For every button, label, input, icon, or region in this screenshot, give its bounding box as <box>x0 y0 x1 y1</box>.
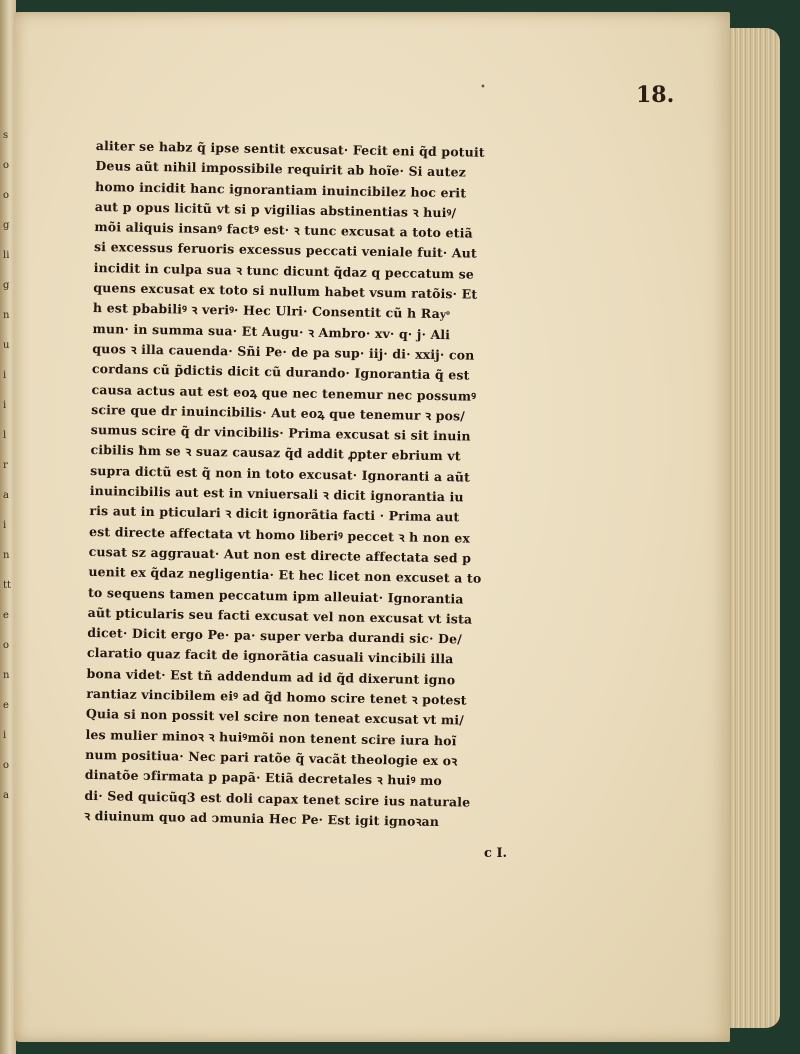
facing-page-glyph: g <box>3 280 10 291</box>
facing-page-glyph: i <box>3 730 7 741</box>
text-line: ris aut in pticulari ꝛ dicit ignorãtia facti · Prima aut <box>89 503 460 525</box>
text-line: uenit ex q̃daz negligentia· Et hec licet non excuset a to <box>88 564 482 587</box>
text-line: aũt pticularis seu facti excusat vel non excusat vt ista <box>87 604 473 627</box>
signature-mark: c I. <box>484 846 508 861</box>
top-mark: • <box>480 82 486 93</box>
text-line: mun· in summa sua· Et Augu· ꝛ Ambro· xv· q· j· Ali <box>92 320 451 342</box>
facing-page-glyph: tt <box>3 580 12 591</box>
text-line: h est pbabiliꝰ ꝛ veriꝰ· Hec Ulri· Consentit cũ h Rayͦ <box>92 300 451 322</box>
text-line: cibilis ħm se ꝛ suaz causaz q̃d addit ꝓpter ebrium vt <box>90 442 461 464</box>
facing-page-glyph: e <box>3 610 9 621</box>
text-line: inuincibilis aut est in vniuersali ꝛ dicit ignorantia iu <box>89 482 464 505</box>
text-line: mõi aliquis insanꝰ factꝰ est· ꝛ tunc excusat a toto etiã <box>94 219 473 241</box>
text-line: di· Sed quicũq3 est doli capax tenet scire ius naturale <box>84 787 471 810</box>
text-line: rantiaz vincibilem eiꝰ ad q̃d homo scire tenet ꝛ potest <box>86 685 467 708</box>
text-line: quens excusat ex toto si nullum habet vsum ratõis· Et <box>93 280 478 302</box>
text-line: ꝛ diuinum quo ad ↄmunia Hec Pe· Est igit ignoꝛan <box>84 807 440 829</box>
facing-page-glyph: e <box>3 700 9 711</box>
facing-page-glyph: s <box>3 130 9 141</box>
text-line: dicet· Dicit ergo Pe· pa· super verba durandi sic· De/ <box>87 625 463 647</box>
facing-page-glyph: n <box>3 670 10 681</box>
facing-page-glyph: a <box>3 490 9 501</box>
text-line: quos ꝛ illa cauenda· Sñi Pe· de pa sup· iij· di· xxij· con <box>92 340 475 363</box>
text-line: sumus scire q̃ dr vincibilis· Prima excusat si sit inuin <box>90 422 471 444</box>
facing-page-glyph: o <box>3 640 10 651</box>
facing-page-glyph: u <box>3 340 10 351</box>
text-line: homo incidit hanc ignorantiam inuincibilez hoc erit <box>94 178 467 201</box>
text-line: num positiua· Nec pari ratõe q̃ vacãt theologie ex oꝛ <box>85 746 458 769</box>
text-line: aliter se habz q̃ ipse sentit excusat· Fecit eni q̃d potuit <box>95 137 485 160</box>
facing-page-glyph: r <box>3 460 8 471</box>
text-line: scire que dr inuincibilis· Aut eoꝝ que tenemur ꝛ pos/ <box>91 401 466 424</box>
text-line: to sequens tamen peccatum ipm alleuiat· Ignorantia <box>87 584 464 607</box>
facing-page-glyph: i <box>3 520 7 531</box>
folio-number: 18. <box>636 82 675 108</box>
text-line: cusat sz aggrauat· Aut non est directe affectata sed p <box>88 543 472 566</box>
facing-page-glyph: o <box>3 760 10 771</box>
text-line: si excessus feruoris excessus peccati veniale fuit· Aut <box>93 239 477 262</box>
text-line: aut p opus licitũ vt si p vigilias abstinentias ꝛ huiꝰ/ <box>94 198 457 221</box>
facing-page-glyph: li <box>3 250 10 261</box>
facing-page-glyph: o <box>3 160 10 171</box>
book-page <box>14 12 730 1042</box>
text-line: cordans cũ p̃dictis dicit cũ durando· Ignorantia q̃ est <box>91 361 470 383</box>
page-stack-edge <box>722 28 780 1028</box>
text-line: est directe affectata vt homo liberiꝰ peccet ꝛ h non ex <box>88 523 471 546</box>
text-line: les mulier minoꝛ ꝛ huiꝰmõi non tenent scire iura hoĩ <box>85 726 457 748</box>
facing-page-glyph: o <box>3 190 10 201</box>
facing-page-glyph: n <box>3 550 10 561</box>
text-line: claratio quaz facit de ignorãtia casuali vincibili illa <box>86 645 454 667</box>
text-line: supra dictũ est q̃ non in toto excusat· Ignoranti a aũt <box>90 462 471 485</box>
facing-page-glyph: n <box>3 310 10 321</box>
text-column <box>84 136 536 834</box>
text-line: dinatõe ↄfirmata p papã· Etiã decretales ꝛ huiꝰ mo <box>84 767 443 789</box>
text-line: bona videt· Est tñ addendum ad id q̃d dixerunt igno <box>86 665 456 688</box>
facing-page-glyph: i <box>3 400 7 411</box>
facing-page-glyph: g <box>3 220 10 231</box>
text-line: incidit in culpa sua ꝛ tunc dicunt q̃daz q peccatum se <box>93 259 475 282</box>
facing-page-glyph: i <box>3 370 7 381</box>
text-line: Quia si non possit vel scire non teneat excusat vt mi/ <box>85 706 465 728</box>
facing-page-glyph: l <box>3 430 7 441</box>
text-line: causa actus aut est eoꝝ que nec tenemur nec possumꝰ <box>91 381 477 404</box>
facing-page-glyph: a <box>3 790 9 801</box>
text-line: Deus aũt nihil impossibile requirit ab hoĩe· Si autez <box>95 158 467 180</box>
